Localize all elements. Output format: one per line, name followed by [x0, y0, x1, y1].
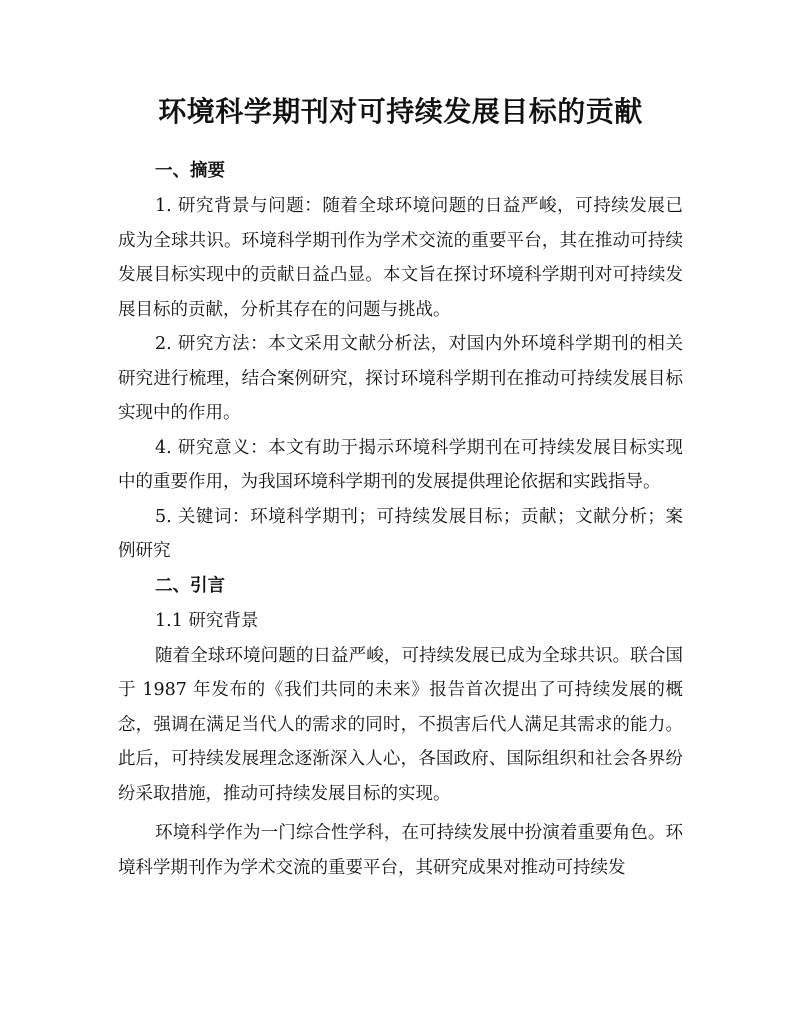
- abstract-item-keywords: 5. 关键词：环境科学期刊；可持续发展目标；贡献；文献分析；案例研究: [118, 506, 683, 561]
- intro-subheading: 1.1 研究背景: [155, 610, 259, 631]
- intro-heading: 二、引言: [155, 575, 225, 596]
- document-body: [118, 90, 683, 885]
- intro-paragraph: 环境科学作为一门综合性学科，在可持续发展中扮演着重要角色。环境科学期刊作为学术交流的重要平台，其研究成果对推动可持续发: [118, 823, 683, 878]
- document-title: 环境科学期刊对可持续发展目标的贡献: [158, 95, 643, 128]
- abstract-item-method: 2. 研究方法：本文采用文献分析法，对国内外环境科学期刊的相关研究进行梳理，结合案例研究，探讨环境科学期刊在推动可持续发展目标实现中的作用。: [118, 334, 683, 423]
- abstract-item-background: 1. 研究背景与问题：随着全球环境问题的日益严峻，可持续发展已成为全球共识。环境科学期刊作为学术交流的重要平台，其在推动可持续发展目标实现中的贡献日益凸显。本文旨在探讨环境科学期刊对可持续发展目标的贡献，分析其存在的问题与挑战。: [118, 196, 683, 320]
- abstract-heading: 一、摘要: [155, 161, 225, 181]
- intro-paragraph: 随着全球环境问题的日益严峻，可持续发展已成为全球共识。联合国于 1987 年发布的《我们共同的未来》报告首次提出了可持续发展的概念，强调在满足当代人的需求的同时，不损害后代人满足其需求的能力。此后，可持续发展理念逐渐深入人心，各国政府、国际组织和社会各界纷纷采取措施，推动可持续发展目标的实现。: [118, 645, 683, 804]
- abstract-item-significance: 4. 研究意义：本文有助于揭示环境科学期刊在可持续发展目标实现中的重要作用，为我国环境科学期刊的发展提供理论依据和实践指导。: [118, 437, 683, 492]
